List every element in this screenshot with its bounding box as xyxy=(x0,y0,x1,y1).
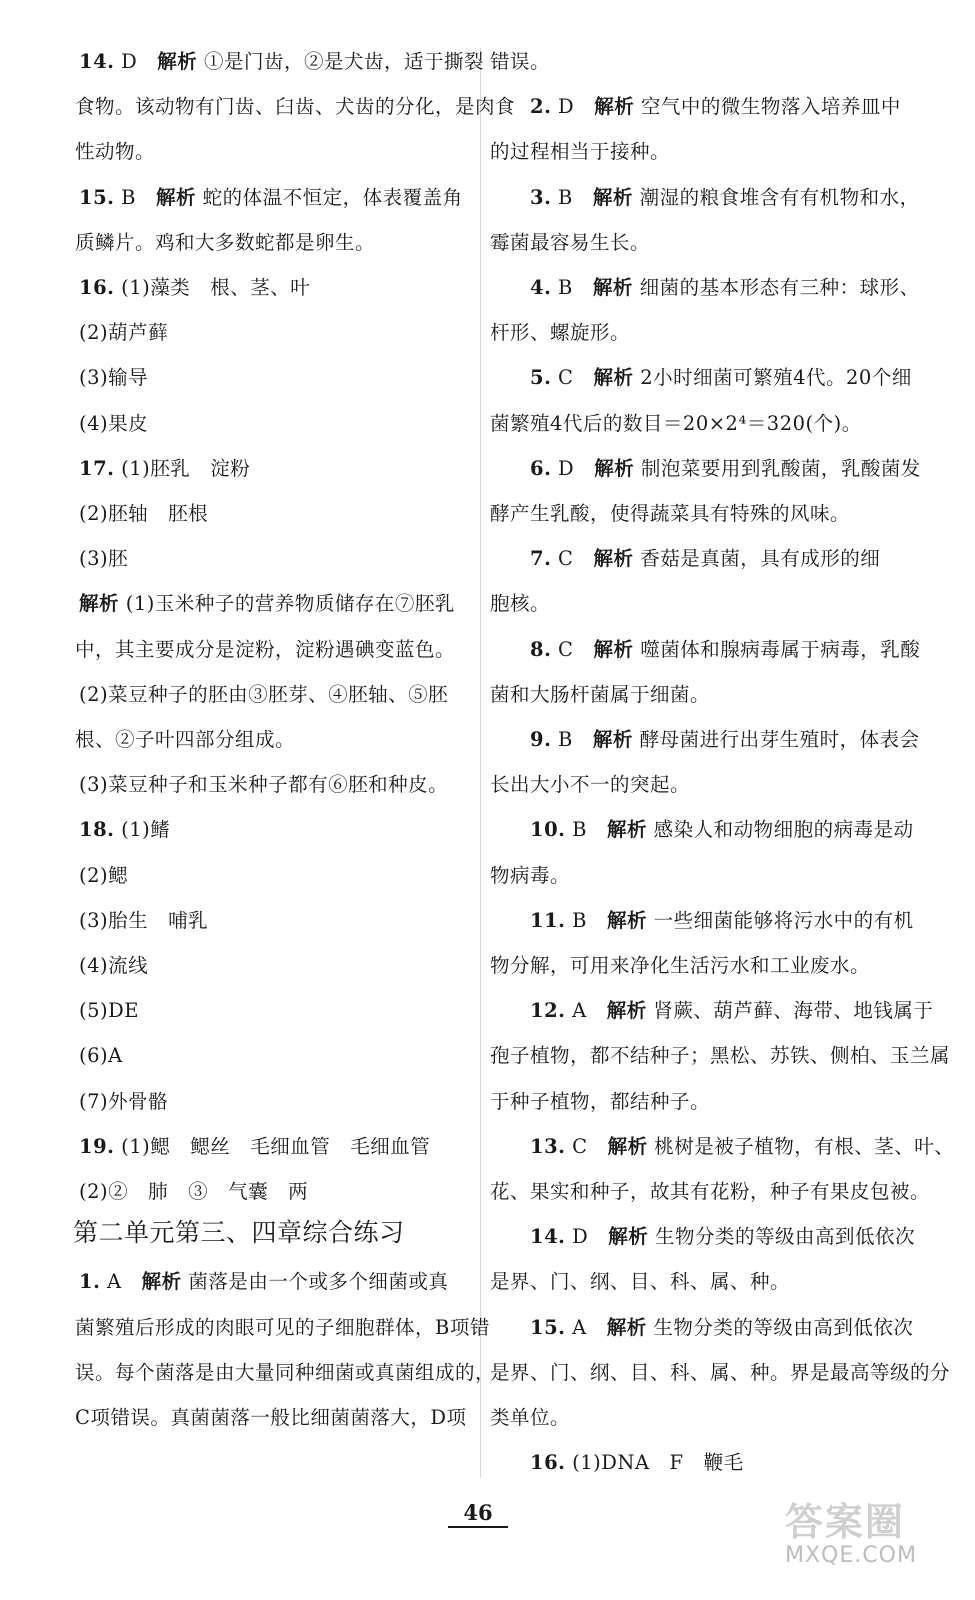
text-line xyxy=(79,364,148,392)
analysis-text: 肾蕨、葫芦藓、海带、地钱属于 xyxy=(646,999,934,1023)
question-number: 2. xyxy=(530,95,552,119)
analysis-text: 2小时细菌可繁殖4代。20个细 xyxy=(633,366,912,390)
text-line xyxy=(79,1042,123,1070)
question-number: 17. xyxy=(79,456,115,480)
analysis-text: 感染人和动物细胞的病毒是动 xyxy=(646,818,914,842)
answer-text: (7)外骨骼 xyxy=(79,1089,169,1113)
text-line xyxy=(490,1178,930,1206)
column-divider xyxy=(480,48,481,1478)
text-line xyxy=(75,93,515,121)
answer-text: 是界、门、纲、目、科、属、种。界是最高等级的分 xyxy=(490,1360,951,1384)
text-line xyxy=(490,952,870,980)
analysis-label: 解析 xyxy=(592,276,633,299)
text-line xyxy=(79,48,484,76)
section-heading: 第二单元第三、四章综合练习 xyxy=(73,1218,405,1248)
question-number: 16. xyxy=(79,276,115,299)
analysis-text: (1)玉米种子的营养物质储存在⑦胚乳 xyxy=(119,592,455,616)
analysis-text: 蛇的体温不恒定，体表覆盖角 xyxy=(195,185,463,209)
answer-text: (2)鳃 xyxy=(79,863,129,887)
text-line xyxy=(490,500,850,528)
analysis-label: 解析 xyxy=(594,95,635,119)
analysis-label: 解析 xyxy=(594,456,635,480)
text-line xyxy=(490,1404,570,1432)
analysis-label: 解析 xyxy=(606,908,647,932)
text-line xyxy=(530,816,914,844)
answer-text: 长出大小不一的突起。 xyxy=(490,773,691,797)
answer-text: (2)胚轴 胚根 xyxy=(79,502,209,525)
answer-text: (3)菜豆种子和玉米种子都有⑥胚和种皮。 xyxy=(79,773,449,797)
answer-text: A xyxy=(100,1270,142,1294)
answer-text: 胞核。 xyxy=(490,592,551,616)
text-line xyxy=(79,862,128,890)
answer-text: (6)A xyxy=(79,1044,123,1068)
answer-text: 于种子植物，都结种子。 xyxy=(490,1089,711,1113)
answer-text: 质鳞片。鸡和大多数蛇都是卵生。 xyxy=(75,230,376,254)
question-number: 6. xyxy=(530,456,552,480)
question-number: 15. xyxy=(79,185,115,209)
watermark-logo xyxy=(785,1500,955,1572)
text-line xyxy=(530,1449,744,1477)
answer-text: D xyxy=(551,456,595,480)
analysis-label: 解析 xyxy=(593,637,634,661)
text-line xyxy=(490,319,630,347)
question-number: 13. xyxy=(530,1134,566,1158)
text-line xyxy=(490,1268,790,1296)
analysis-label: 解析 xyxy=(155,185,196,209)
answer-text: 类单位。 xyxy=(490,1406,571,1429)
text-line xyxy=(79,274,310,302)
answer-text: 菌繁殖4代后的数目＝20×2⁴＝320(个)。 xyxy=(490,411,862,435)
question-number: 14. xyxy=(79,50,115,73)
analysis-text: 生物分类的等级由高到低依次 xyxy=(646,1315,914,1339)
question-number: 14. xyxy=(530,1225,566,1249)
text-line xyxy=(530,455,921,483)
answer-text: (1)DNA F 鞭毛 xyxy=(565,1451,744,1475)
question-number: 3. xyxy=(530,185,552,209)
analysis-label: 解析 xyxy=(592,728,633,751)
text-line xyxy=(75,1314,490,1342)
text-line xyxy=(530,364,912,392)
text-line xyxy=(79,184,463,212)
analysis-label: 解析 xyxy=(141,1270,182,1294)
answer-text: (3)胚 xyxy=(79,547,129,571)
answer-text: (1)鳃 鳃丝 毛细血管 毛细血管 xyxy=(114,1134,431,1158)
text-line xyxy=(490,138,670,166)
text-line xyxy=(79,681,448,709)
analysis-text: 空气中的微生物落入培养皿中 xyxy=(634,95,901,119)
answer-text: B xyxy=(551,728,593,751)
text-line xyxy=(490,410,862,438)
answer-text: 花、果实和种子，故其有花粉，种子有果皮包被。 xyxy=(490,1180,931,1203)
analysis-label: 解析 xyxy=(606,999,647,1023)
text-line xyxy=(79,455,250,483)
text-line xyxy=(530,997,933,1025)
answer-text: (1)胚乳 淀粉 xyxy=(114,456,251,480)
analysis-text: ①是门齿，②是犬齿，适于撕裂 xyxy=(197,50,484,73)
text-line xyxy=(530,274,920,302)
answer-text: (3)输导 xyxy=(79,366,149,390)
answer-text: C xyxy=(551,637,594,661)
text-line xyxy=(490,48,550,76)
text-line xyxy=(490,862,570,890)
question-number: 11. xyxy=(530,908,566,932)
answer-text: 酵产生乳酸，使得蔬菜具有特殊的风味。 xyxy=(490,502,851,525)
text-line xyxy=(79,952,148,980)
text-line xyxy=(79,500,208,528)
answer-text: 杆形、螺旋形。 xyxy=(490,321,631,345)
text-line xyxy=(490,1042,950,1070)
text-line xyxy=(490,771,690,799)
answer-text: (2)② 肺 ③ 气囊 两 xyxy=(79,1180,309,1203)
text-line xyxy=(79,816,170,844)
answer-text: B xyxy=(114,185,156,209)
answer-text: (4)果皮 xyxy=(79,411,149,435)
text-line xyxy=(79,545,128,573)
analysis-text: 菌落是由一个或多个细菌或真 xyxy=(181,1270,449,1294)
answer-text: 食物。该动物有门齿、臼齿、犬齿的分化，是肉食 xyxy=(75,95,516,119)
text-line xyxy=(75,1359,495,1387)
answer-text: 性动物。 xyxy=(75,140,156,164)
text-line xyxy=(490,590,550,618)
answer-text: 根、②子叶四部分组成。 xyxy=(75,728,296,751)
answer-text: A xyxy=(565,1315,607,1339)
text-line xyxy=(79,319,168,347)
analysis-text: 制泡菜要用到乳酸菌，乳酸菌发 xyxy=(634,456,921,480)
analysis-text: 细菌的基本形态有三种：球形、 xyxy=(632,276,920,299)
answer-text: D xyxy=(565,1225,609,1249)
analysis-label: 解析 xyxy=(79,592,120,616)
answer-text: D xyxy=(551,95,595,119)
answer-text: B xyxy=(565,818,607,842)
text-line xyxy=(530,545,880,573)
question-number: 5. xyxy=(530,366,552,390)
answer-text: D xyxy=(114,50,158,73)
page-number: 46 xyxy=(448,1500,508,1528)
answer-text: 误。每个菌落是由大量同种细菌或真菌组成的， xyxy=(75,1360,496,1384)
analysis-text: 潮湿的粮食堆含有有机物和水， xyxy=(632,185,920,209)
question-number: 16. xyxy=(530,1451,566,1475)
question-number: 19. xyxy=(79,1134,115,1158)
text-line xyxy=(490,1359,950,1387)
analysis-text: 噬菌体和腺病毒属于病毒，乳酸 xyxy=(633,637,921,661)
text-line xyxy=(75,726,295,754)
analysis-label: 解析 xyxy=(592,185,633,209)
answer-text: B xyxy=(551,276,593,299)
analysis-label: 解析 xyxy=(607,1134,648,1158)
question-number: 9. xyxy=(530,728,552,751)
answer-text: (3)胎生 哺乳 xyxy=(79,908,209,932)
answer-text: 是界、门、纲、目、科、属、种。 xyxy=(490,1270,791,1294)
text-line xyxy=(490,1088,710,1116)
answer-text: (1)藻类 根、茎、叶 xyxy=(114,276,311,299)
text-line xyxy=(530,1223,915,1251)
text-line xyxy=(75,636,455,664)
analysis-text: 香菇是真菌，具有成形的细 xyxy=(633,547,881,571)
analysis-text: 一些细菌能够将污水中的有机 xyxy=(646,908,914,932)
answer-text: (2)葫芦藓 xyxy=(79,321,169,345)
text-line xyxy=(79,997,139,1025)
text-line xyxy=(530,636,920,664)
answer-text: B xyxy=(551,185,593,209)
answer-text: C xyxy=(551,366,594,390)
answer-text: 物病毒。 xyxy=(490,863,571,887)
question-number: 8. xyxy=(530,637,552,661)
answer-text: (4)流线 xyxy=(79,954,149,977)
analysis-label: 解析 xyxy=(606,1315,647,1339)
answer-text: 的过程相当于接种。 xyxy=(490,140,671,164)
answer-text: (5)DE xyxy=(79,999,139,1023)
question-number: 12. xyxy=(530,999,566,1023)
answer-text: (2)菜豆种子的胚由③胚芽、④胚轴、⑤胚 xyxy=(79,682,449,706)
answer-text: A xyxy=(565,999,607,1023)
analysis-label: 解析 xyxy=(593,547,634,571)
question-number: 7. xyxy=(530,547,552,571)
question-number: 1. xyxy=(79,1270,101,1294)
answer-text: 菌繁殖后形成的肉眼可见的子细胞群体，B项错 xyxy=(75,1315,490,1339)
question-number: 4. xyxy=(530,276,552,299)
answer-text: 错误。 xyxy=(490,50,551,73)
text-line xyxy=(79,1088,168,1116)
text-line xyxy=(75,1404,467,1432)
question-number: 15. xyxy=(530,1315,566,1339)
answer-text: B xyxy=(565,908,607,932)
text-line xyxy=(79,1178,308,1206)
question-number: 10. xyxy=(530,818,566,842)
answer-text: 物分解，可用来净化生活污水和工业废水。 xyxy=(490,954,871,977)
analysis-label: 解析 xyxy=(157,50,198,73)
text-line xyxy=(79,1268,448,1296)
answer-text: (1)鳍 xyxy=(114,818,171,842)
text-line xyxy=(530,184,920,212)
text-line xyxy=(490,229,650,257)
text-line xyxy=(79,1133,430,1161)
text-line xyxy=(530,1314,913,1342)
analysis-label: 解析 xyxy=(593,366,634,390)
analysis-text: 桃树是被子植物，有根、茎、叶、 xyxy=(647,1134,955,1158)
analysis-text: 生物分类的等级由高到低依次 xyxy=(648,1225,915,1249)
text-line xyxy=(79,590,455,618)
analysis-label: 解析 xyxy=(606,818,647,842)
watermark-url: MXQE.COM xyxy=(785,1543,917,1568)
answer-text: C xyxy=(565,1134,608,1158)
text-line xyxy=(530,907,914,935)
text-line xyxy=(79,771,448,799)
text-line xyxy=(79,907,208,935)
answer-text: 霉菌最容易生长。 xyxy=(490,230,651,254)
analysis-label: 解析 xyxy=(608,1225,649,1249)
text-line xyxy=(75,229,375,257)
text-line xyxy=(530,1133,954,1161)
question-number: 18. xyxy=(79,818,115,842)
text-line xyxy=(79,410,148,438)
text-line xyxy=(75,138,155,166)
answer-text: 菌和大肠杆菌属于细菌。 xyxy=(490,682,711,706)
text-line xyxy=(530,93,901,121)
analysis-text: 酵母菌进行出芽生殖时，体表会 xyxy=(632,728,920,751)
text-line xyxy=(490,681,710,709)
answer-text: C xyxy=(551,547,594,571)
answer-text: 中，其主要成分是淀粉，淀粉遇碘变蓝色。 xyxy=(75,637,456,661)
watermark-text: 答案圈 xyxy=(785,1500,906,1544)
answer-text: 孢子植物，都不结种子；黑松、苏铁、侧柏、玉兰属 xyxy=(490,1044,951,1068)
text-line xyxy=(530,726,920,754)
answer-text: C项错误。真菌菌落一般比细菌菌落大，D项 xyxy=(75,1406,467,1429)
